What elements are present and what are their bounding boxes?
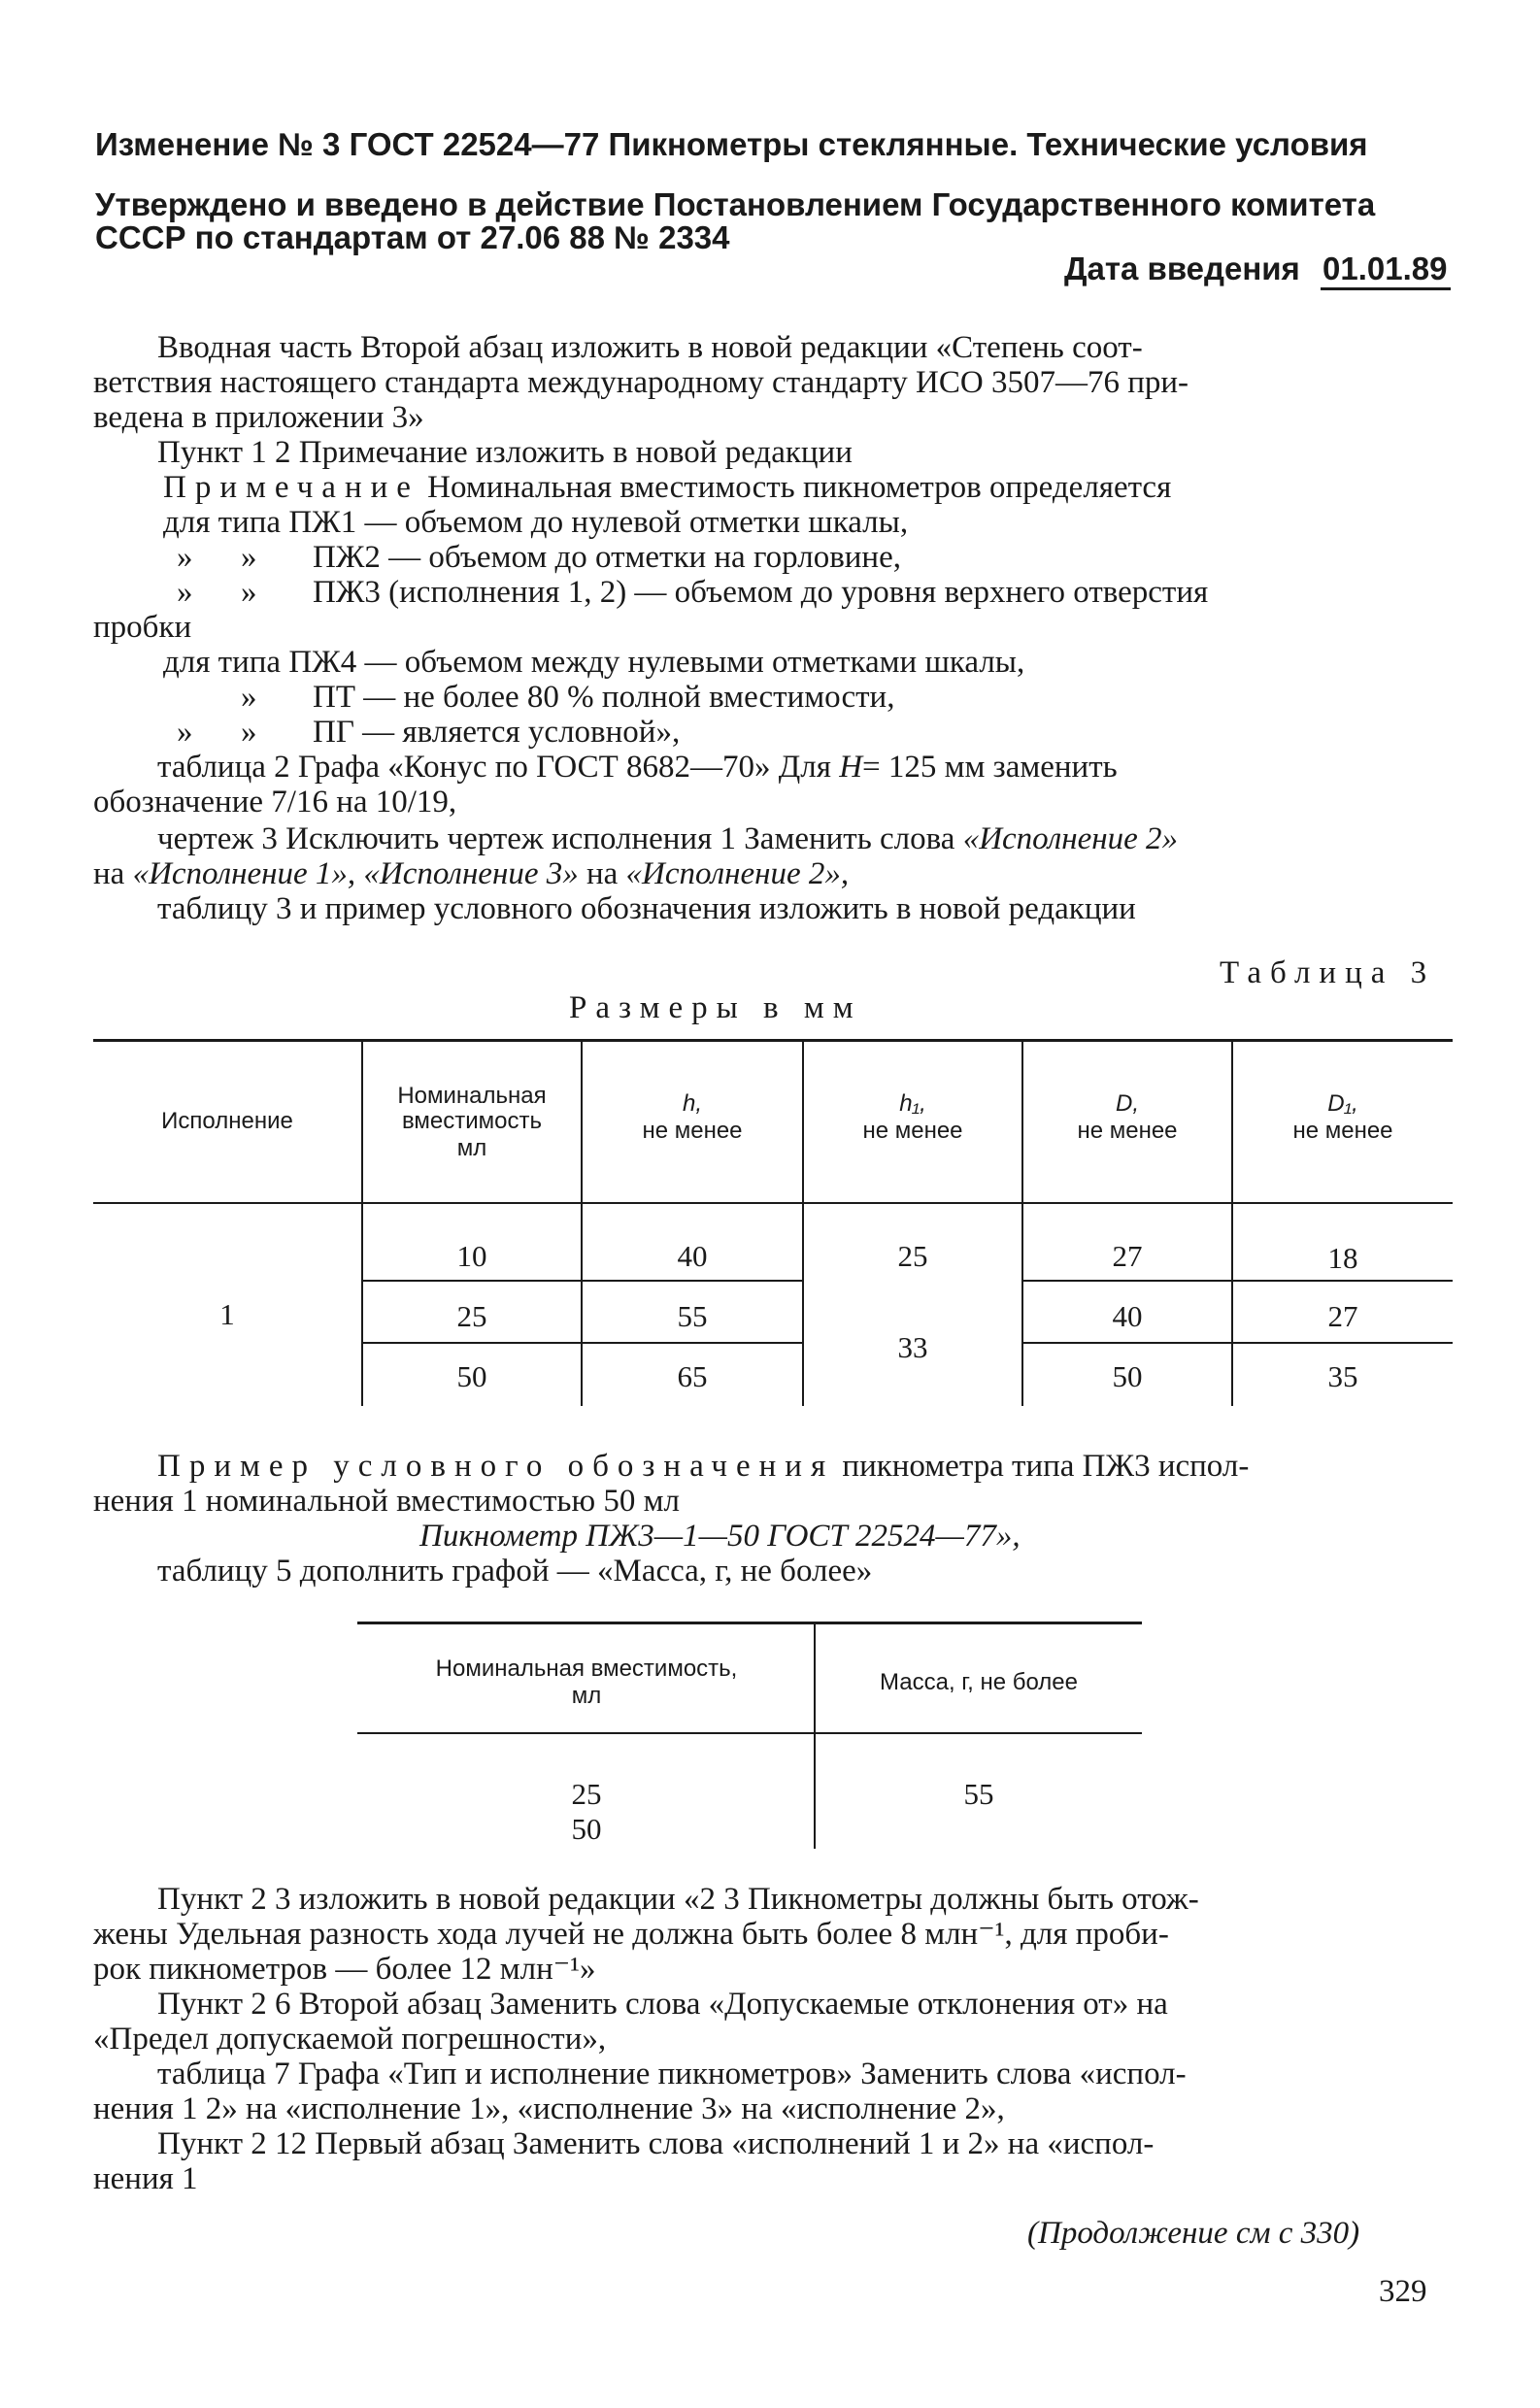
para-item-1-2: Пункт 1 2 Примечание изложить в новой редакции (157, 435, 853, 470)
para-2-12-line-2: нения 1 (93, 2161, 198, 2196)
para-intro-line-2: ветствия настоящего стандарта международному стандарту ИСО 3507—76 при- (93, 365, 1189, 400)
note-line-7: ПТ — не более 80 % полной вместимости, (313, 680, 895, 715)
table3-cell: 35 (1327, 1359, 1358, 1393)
para-drawing3-b: «Исполнение 2» (962, 821, 1179, 856)
table3-header-d: D, (1116, 1090, 1139, 1117)
para-table2-b: = 125 мм заменить (862, 750, 1118, 785)
table3-cell: 27 (1112, 1239, 1143, 1273)
table3-header-d1: D₁, (1327, 1090, 1358, 1117)
table3-variant-cell: 1 (219, 1297, 235, 1331)
table3-label: Таблица 3 (1220, 955, 1436, 990)
example-lead: Пример условного обозначения (157, 1449, 835, 1484)
table3-cell: 10 (456, 1239, 487, 1273)
para-table3-intro: таблицу 3 и пример условного обозначения изложить в новой редакции (157, 891, 1136, 926)
table3-cell: 50 (456, 1359, 487, 1393)
example-line-2: нения 1 номинальной вместимостью 50 мл (93, 1484, 680, 1519)
quote-mark: » (241, 575, 257, 610)
continuation-note: (Продолжение см с 330) (1027, 2216, 1360, 2251)
approval-line-2: СССР по стандартам от 27.06 88 № 2334 (95, 219, 730, 255)
para-2-3-line-1: Пункт 2 3 изложить в новой редакции «2 3 Пикнометры должны быть отож- (157, 1882, 1199, 1917)
quote-mark: » (241, 680, 257, 715)
document-title: Изменение № 3 ГОСТ 22524—77 Пикнометры стеклянные. Технические условия (95, 126, 1368, 162)
example-line-1: пикнометра типа ПЖ3 испол- (842, 1449, 1250, 1484)
table5-header-capacity-unit: мл (571, 1683, 602, 1709)
table5-cell: 50 (571, 1812, 602, 1846)
table3-cell: 65 (677, 1359, 708, 1393)
para-table2-line-2: обозначение 7/16 на 10/19, (93, 785, 457, 819)
table3-header-h-sub: не менее (642, 1118, 743, 1144)
quote-mark: » (177, 575, 193, 610)
para-2-12-line-1: Пункт 2 12 Первый абзац Заменить слова «исполнений 1 и 2» на «испол- (157, 2126, 1155, 2161)
table3-cell: 18 (1327, 1241, 1358, 1275)
table3-header-capacity-unit: мл (456, 1135, 487, 1161)
quote-mark: » (177, 540, 193, 575)
para-table2-a: таблица 2 Графа «Конус по ГОСТ 8682—70» Для (157, 750, 831, 785)
page-number: 329 (1379, 2274, 1427, 2309)
table5-cell: 55 (963, 1777, 994, 1811)
table3-header-h1-sub: не менее (862, 1118, 963, 1144)
quote-mark: » (177, 715, 193, 750)
table5-cell: 25 (571, 1777, 602, 1811)
table5-header-capacity: Номинальная вместимость, (435, 1656, 738, 1682)
note-line-6: для типа ПЖ4 — объемом между нулевыми отметками шкалы, (163, 645, 1025, 680)
table3-caption: Размеры в мм (569, 990, 862, 1025)
table3-header-h1: h₁, (899, 1090, 926, 1117)
table3-cell: 55 (677, 1299, 708, 1333)
para-drawing3-e: на (586, 856, 619, 891)
note-line-8: ПГ — является условной», (313, 715, 681, 750)
para-drawing3-c: на (93, 856, 125, 891)
para-2-3-line-2: жены Удельная разность хода лучей не должна быть более 8 млн⁻¹, для проби- (93, 1917, 1169, 1952)
para-2-6-line-2: «Предел допускаемой погрешности», (93, 2022, 607, 2057)
para-drawing3-f: «Исполнение 2», (625, 856, 850, 891)
para-intro-line-1: Вводная часть Второй абзац изложить в новой редакции «Степень соот- (157, 330, 1143, 365)
table3-header-h: h, (682, 1090, 702, 1117)
table3-cell: 40 (677, 1239, 708, 1273)
date-underline (1321, 287, 1451, 290)
para-table7-line-1: таблица 7 Графа «Тип и исполнение пикнометров» Заменить слова «испол- (157, 2057, 1187, 2091)
para-2-6-line-1: Пункт 2 6 Второй абзац Заменить слова «Допускаемые отклонения от» на (157, 1987, 1168, 2022)
quote-mark: » (241, 540, 257, 575)
table3-header-d-sub: не менее (1077, 1118, 1178, 1144)
para-table7-line-2: нения 1 2» на «исполнение 1», «исполнение 3» на «исполнение 2», (93, 2091, 1005, 2126)
para-drawing3-d: «Исполнение 1», «Исполнение 3» (132, 856, 579, 891)
table3-cell: 25 (897, 1239, 928, 1273)
date-value: 01.01.89 (1322, 251, 1448, 286)
table3-cell: 50 (1112, 1359, 1143, 1393)
note-lead: Примечание (163, 470, 419, 505)
note-line-5: пробки (93, 610, 192, 645)
symbol-h: H (839, 750, 863, 785)
table3-header-variant: Исполнение (161, 1108, 293, 1134)
note-line-2: для типа ПЖ1 — объемом до нулевой отметки шкалы, (163, 505, 909, 540)
table3-header-d1-sub: не менее (1292, 1118, 1393, 1144)
para-2-3-line-3: рок пикнометров — более 12 млн⁻¹» (93, 1952, 596, 1987)
para-drawing3-a: чертеж 3 Исключить чертеж исполнения 1 Заменить слова (157, 821, 955, 856)
approval-line-1: Утверждено и введено в действие Постановлением Государственного комитета (95, 186, 1376, 222)
note-line-3: ПЖ2 — объемом до отметки на горловине, (313, 540, 901, 575)
quote-mark: » (241, 715, 257, 750)
date-label: Дата введения (1064, 251, 1300, 286)
table3-cell: 27 (1327, 1299, 1358, 1333)
note-line-1: Номинальная вместимость пикнометров определяется (427, 470, 1172, 505)
note-line-4: ПЖ3 (исполнения 1, 2) — объемом до уровня верхнего отверстия (313, 575, 1209, 610)
table3-cell: 40 (1112, 1299, 1143, 1333)
table5-header-mass: Масса, г, не более (880, 1669, 1078, 1695)
example-line-3: таблицу 5 дополнить графой — «Масса, г, не более» (157, 1554, 873, 1589)
example-designation: Пикнометр ПЖ3—1—50 ГОСТ 22524—77», (419, 1519, 1021, 1554)
table3-header-capacity: Номинальная вместимость (397, 1083, 547, 1134)
table3-merged-h1-cell: 33 (897, 1330, 928, 1364)
table3-cell: 25 (456, 1299, 487, 1333)
para-intro-line-3: ведена в приложении 3» (93, 400, 424, 435)
